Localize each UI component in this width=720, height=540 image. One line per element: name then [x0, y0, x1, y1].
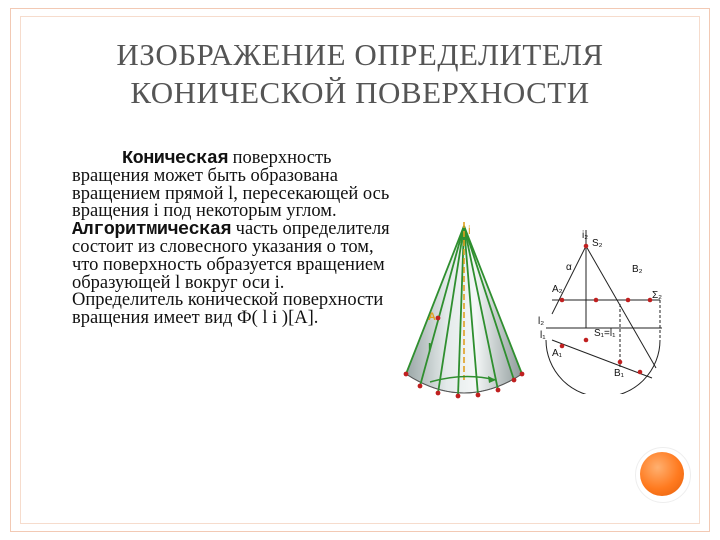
cone-axis-label: i	[468, 223, 471, 237]
label-b1: B₁	[614, 368, 625, 379]
label-alpha: α	[566, 262, 572, 273]
term-algorithmic: Алгоритмическая	[72, 219, 232, 241]
label-sigma2: Σ₂	[652, 290, 663, 301]
slide-title	[40, 36, 680, 112]
paragraph-1-text: поверхность вращения может быть образована вращением прямой l, пересекающей ось вращения i под некоторым углом.	[72, 148, 390, 222]
cone-point-label: A	[428, 311, 436, 323]
paragraph-2-text: часть определителя состоит из словесного указания о том, что поверхность образуется вращением образующей l вокруг оси i. Определитель конической поверхности вращения имеет вид Ф( l i )[A].	[72, 219, 390, 329]
label-s1: S₁=l₁	[594, 328, 616, 339]
cone-generatrix-label: l	[428, 341, 432, 355]
term-conical: Коническая	[122, 148, 229, 169]
cone-illustration	[400, 220, 528, 404]
body-paragraph	[72, 150, 390, 328]
label-i2: i₂	[582, 230, 589, 241]
label-l2: l₂	[538, 316, 545, 327]
label-l1: l₁	[540, 330, 546, 341]
title-line-1: ИЗОБРАЖЕНИЕ ОПРЕДЕЛИТЕЛЯ	[116, 37, 604, 72]
orange-circle-icon	[640, 452, 684, 496]
label-a2: A₂	[552, 284, 563, 295]
label-s2: S₂	[592, 238, 603, 249]
projection-diagram	[532, 228, 672, 394]
label-a1: A₁	[552, 348, 563, 359]
label-b2: B₂	[632, 264, 643, 275]
title-line-2: КОНИЧЕСКОЙ ПОВЕРХНОСТИ	[130, 75, 590, 110]
